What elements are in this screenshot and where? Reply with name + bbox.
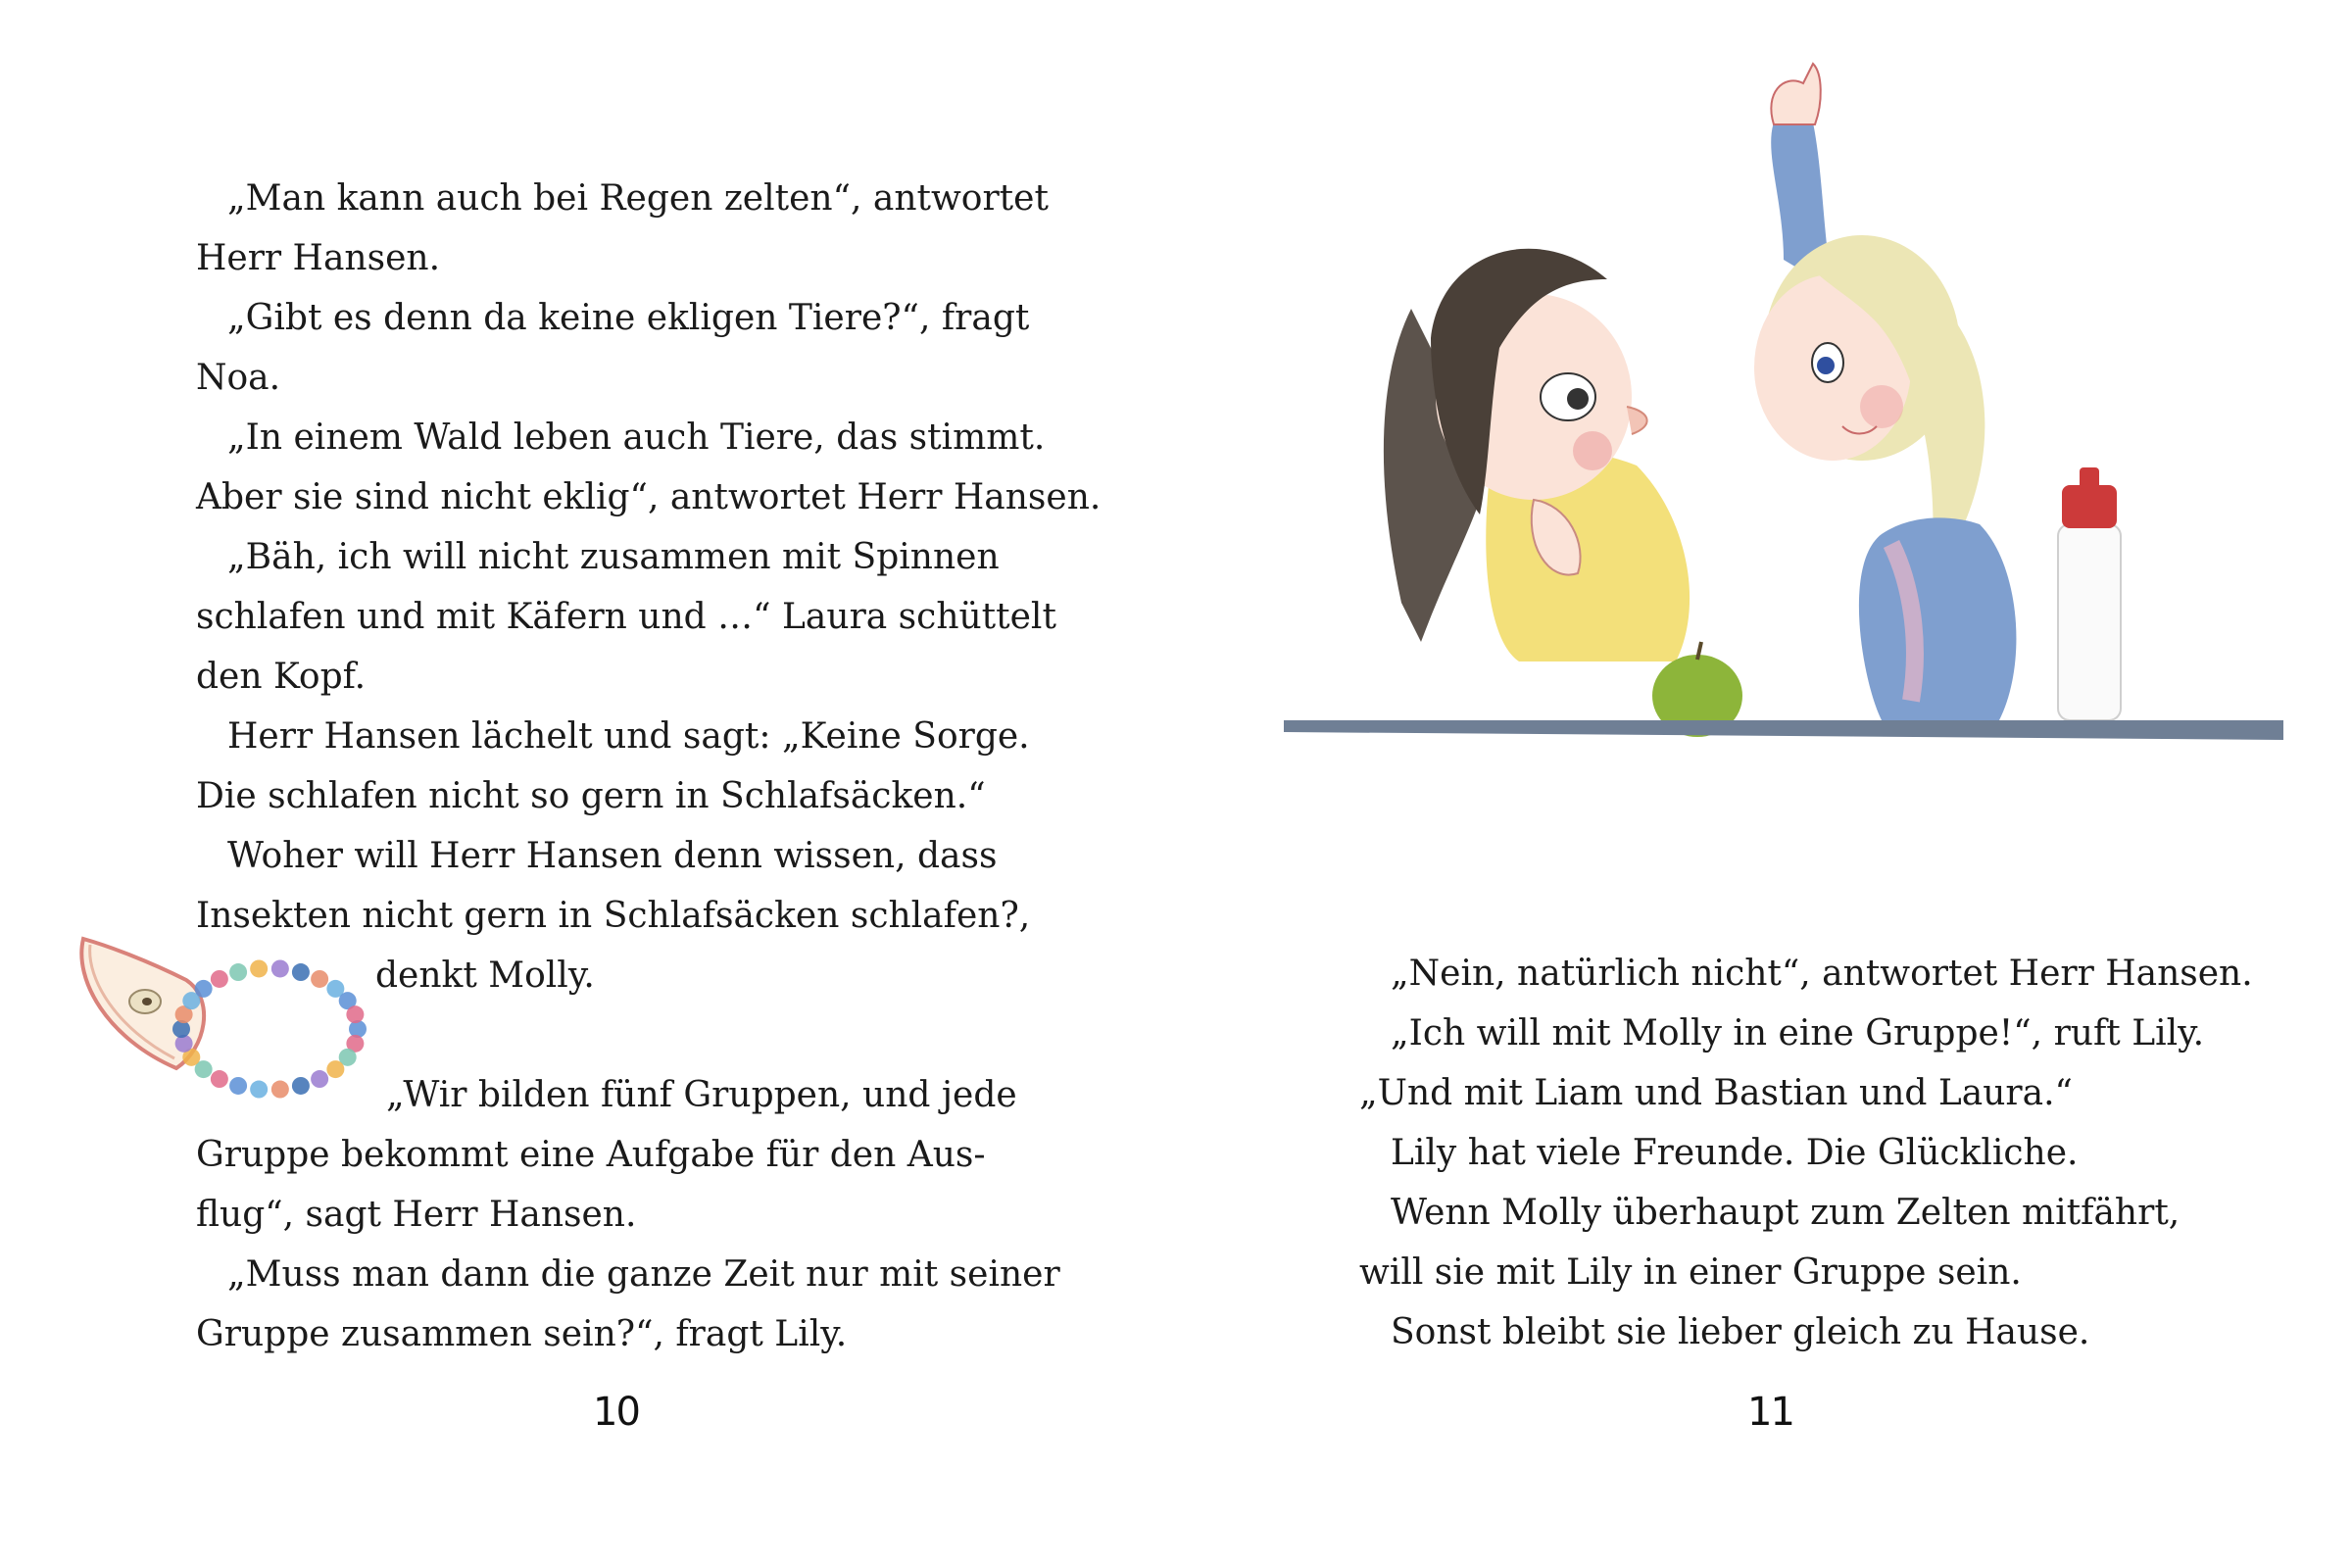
table-edge — [1284, 720, 2283, 740]
bead — [271, 1081, 289, 1099]
right-page — [1176, 0, 2352, 1568]
text-line: will sie mit Lily in einer Gruppe sein. — [1359, 1252, 2022, 1293]
text-line: Gruppe zusammen sein?“, fragt Lily. — [196, 1314, 848, 1354]
text-line: denkt Molly. — [375, 956, 595, 996]
text-line: „Nein, natürlich nicht“, antwortet Herr Hansen. — [1391, 954, 2253, 994]
text-line: Herr Hansen lächelt und sagt: „Keine Sorge. — [227, 716, 1030, 757]
right-page-text — [1359, 944, 2352, 1362]
bead — [211, 1070, 228, 1088]
bead — [211, 970, 228, 988]
text-line: Gruppe bekommt eine Aufgabe für den Aus- — [196, 1135, 986, 1175]
blond-girl-raising-hand — [1754, 64, 2016, 720]
bead — [195, 980, 213, 998]
text-line: „Man kann auch bei Regen zelten“, antwortet — [227, 178, 1049, 219]
text-line: „Muss man dann die ganze Zeit nur mit seiner — [227, 1254, 1060, 1295]
text-line: „Bäh, ich will nicht zusammen mit Spinnen — [227, 537, 1000, 577]
text-line: den Kopf. — [196, 657, 367, 697]
two-girls-at-table-illustration — [1254, 54, 2313, 858]
apple-slice-bead-bracelet-illustration — [69, 921, 382, 1117]
bead — [346, 1005, 364, 1023]
text-line: „In einem Wald leben auch Tiere, das stimmt. — [227, 417, 1046, 458]
page-number-left: 10 — [593, 1390, 639, 1435]
bead — [311, 1070, 328, 1088]
text-line: Insekten nicht gern in Schlafsäcken schlafen?, — [196, 896, 1031, 936]
bead — [292, 963, 310, 981]
text-line: „Wir bilden fünf Gruppen, und jede — [386, 1075, 1017, 1115]
bead — [311, 970, 328, 988]
text-line: „Und mit Liam und Bastian und Laura.“ — [1359, 1073, 2073, 1113]
text-line: schlafen und mit Käfern und …“ Laura schüttelt — [196, 597, 1056, 637]
text-line: Aber sie sind nicht eklig“, antwortet Herr Hansen. — [196, 477, 1102, 517]
left-page-text — [196, 169, 1102, 1364]
text-line: Herr Hansen. — [196, 238, 441, 278]
bead — [250, 1081, 268, 1099]
text-line: „Ich will mit Molly in eine Gruppe!“, ruft Lily. — [1391, 1013, 2205, 1054]
dark-haired-girl — [1384, 249, 1690, 662]
text-line: Die schlafen nicht so gern in Schlafsäcken.“ — [196, 776, 986, 816]
bead — [271, 959, 289, 977]
text-line: Woher will Herr Hansen denn wissen, dass — [227, 836, 998, 876]
text-line: Wenn Molly überhaupt zum Zelten mitfährt, — [1391, 1193, 2180, 1233]
text-line: Noa. — [196, 358, 281, 398]
text-line: flug“, sagt Herr Hansen. — [196, 1195, 637, 1235]
bead — [292, 1077, 310, 1095]
bead — [229, 1077, 247, 1095]
text-line: Lily hat viele Freunde. Die Glückliche. — [1391, 1133, 2079, 1173]
text-line: Sonst bleibt sie lieber gleich zu Hause. — [1391, 1312, 2090, 1352]
bead — [229, 963, 247, 981]
water-bottle — [2058, 467, 2121, 720]
bead — [326, 1060, 344, 1078]
bead — [250, 959, 268, 977]
text-line: „Gibt es denn da keine ekligen Tiere?“, fragt — [227, 298, 1030, 338]
page-number-right: 11 — [1747, 1390, 1793, 1435]
